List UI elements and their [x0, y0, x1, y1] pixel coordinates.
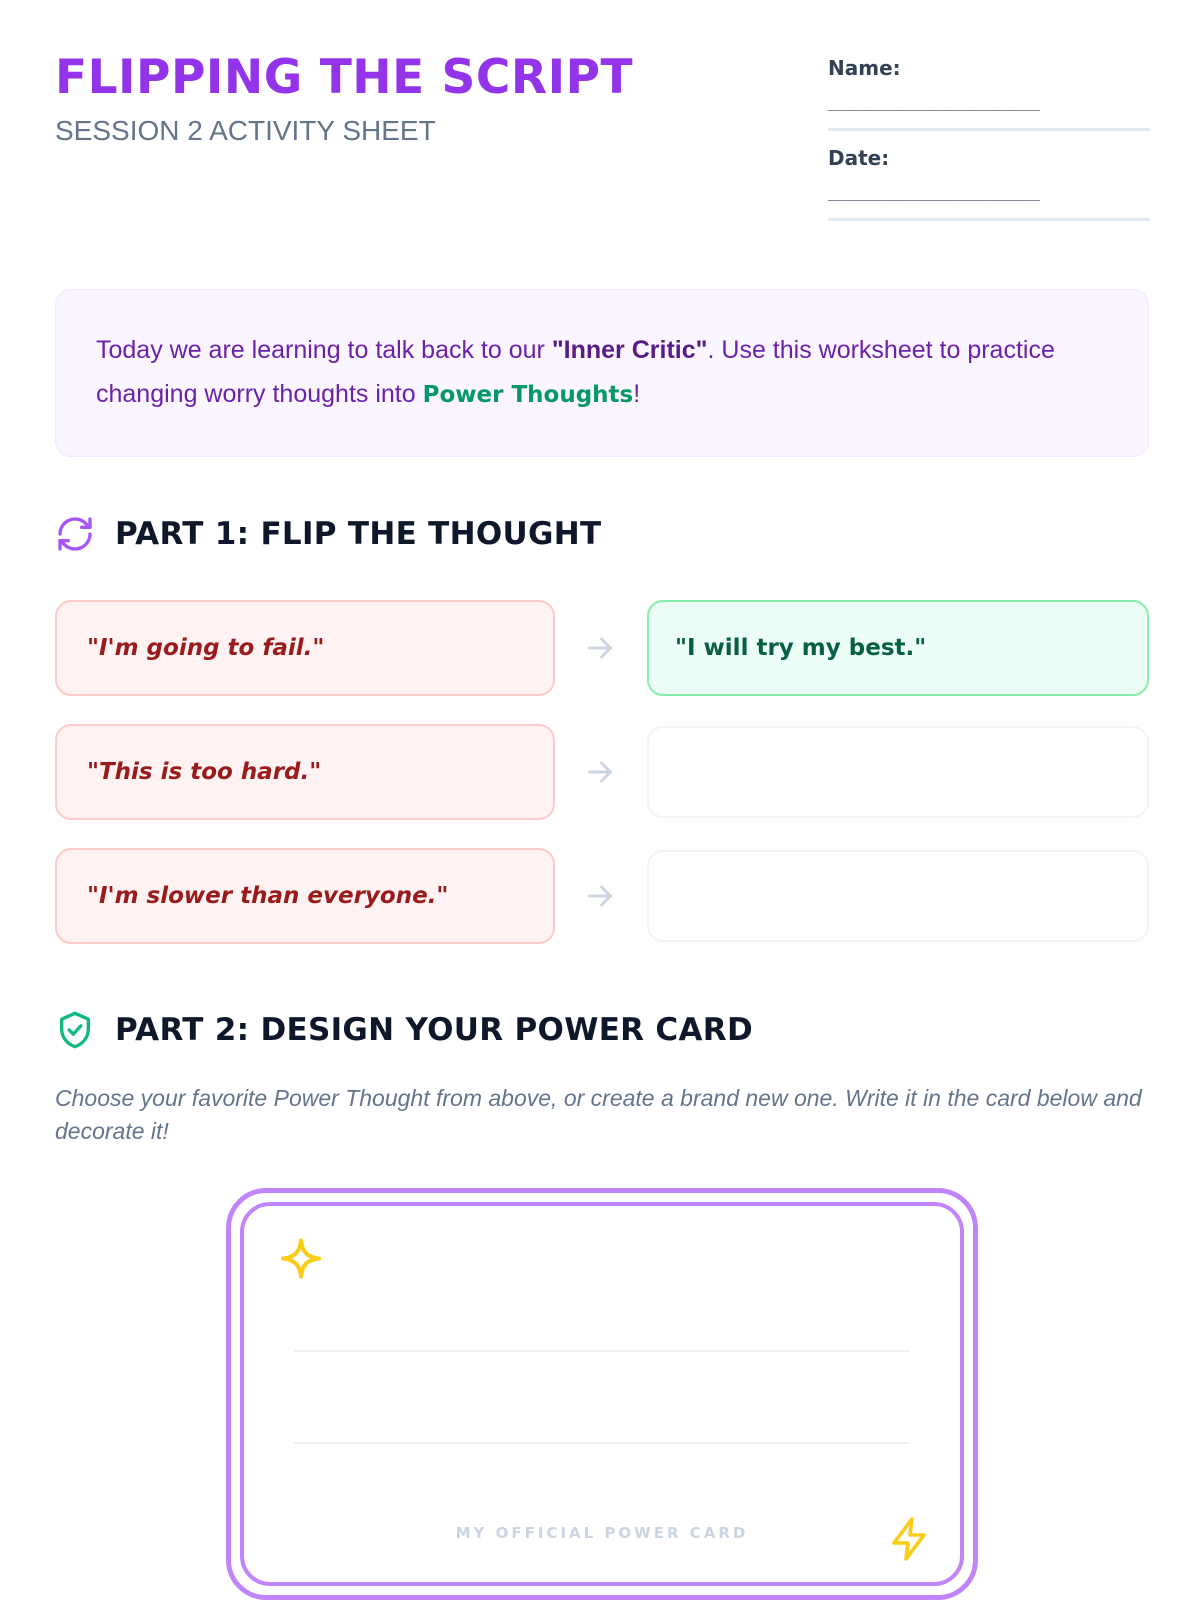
intro-text-end: !	[633, 380, 641, 408]
intro-text-middle: . Use this worksheet to practice changing worry thoughts into	[96, 336, 1055, 408]
negative-thought: "This is too hard."	[55, 724, 555, 820]
arrow-right-icon	[582, 754, 618, 790]
part1-heading-row	[55, 514, 601, 554]
name-field[interactable]: ______________________	[828, 92, 1040, 111]
inner-critic-text: "Inner Critic"	[551, 336, 708, 364]
worksheet-header	[55, 50, 1150, 230]
lightning-bolt-icon	[886, 1514, 934, 1564]
power-thought: "I will try my best."	[647, 600, 1149, 696]
date-field[interactable]: ______________________	[828, 182, 1040, 201]
power-thoughts-text: Power Thoughts	[422, 382, 634, 408]
name-underline	[828, 128, 1150, 131]
arrow-right-icon	[582, 630, 618, 666]
card-label: MY OFFICIAL POWER CARD	[455, 1524, 749, 1542]
sparkle-icon	[274, 1236, 328, 1290]
date-row	[828, 146, 1150, 236]
card-write-line[interactable]	[294, 1350, 910, 1352]
flip-row-1	[55, 600, 1149, 696]
power-thought-blank[interactable]	[647, 726, 1149, 818]
part2-instructions: Choose your favorite Power Thought from above, or create a brand new one. Write it in the card below and decorate it!	[55, 1085, 1142, 1144]
negative-thought: "I'm going to fail."	[55, 600, 555, 696]
part2-heading-row	[55, 1010, 753, 1050]
shield-check-icon	[55, 1010, 95, 1050]
power-thought-blank[interactable]	[647, 850, 1149, 942]
negative-thought: "I'm slower than everyone."	[55, 848, 555, 944]
part1-heading: PART 1: FLIP THE THOUGHT	[115, 516, 602, 552]
power-card	[226, 1188, 978, 1600]
intro-text-start: Today we are learning to talk back to our	[96, 336, 552, 364]
power-card-inner	[240, 1202, 964, 1586]
card-write-line[interactable]	[294, 1442, 910, 1444]
flip-row-2	[55, 724, 1149, 820]
refresh-icon	[55, 514, 95, 554]
flip-row-3	[55, 848, 1149, 944]
part2-heading: PART 2: DESIGN YOUR POWER CARD	[115, 1012, 753, 1048]
date-label: Date:	[828, 146, 890, 170]
date-underline	[828, 218, 1150, 221]
name-label: Name:	[828, 56, 901, 80]
student-info	[828, 56, 1150, 236]
name-row	[828, 56, 1150, 146]
worksheet-title: FLIPPING THE SCRIPT	[55, 50, 634, 105]
worksheet-subtitle: SESSION 2 ACTIVITY SHEET	[55, 115, 436, 146]
intro-box	[55, 289, 1149, 457]
arrow-right-icon	[582, 878, 618, 914]
